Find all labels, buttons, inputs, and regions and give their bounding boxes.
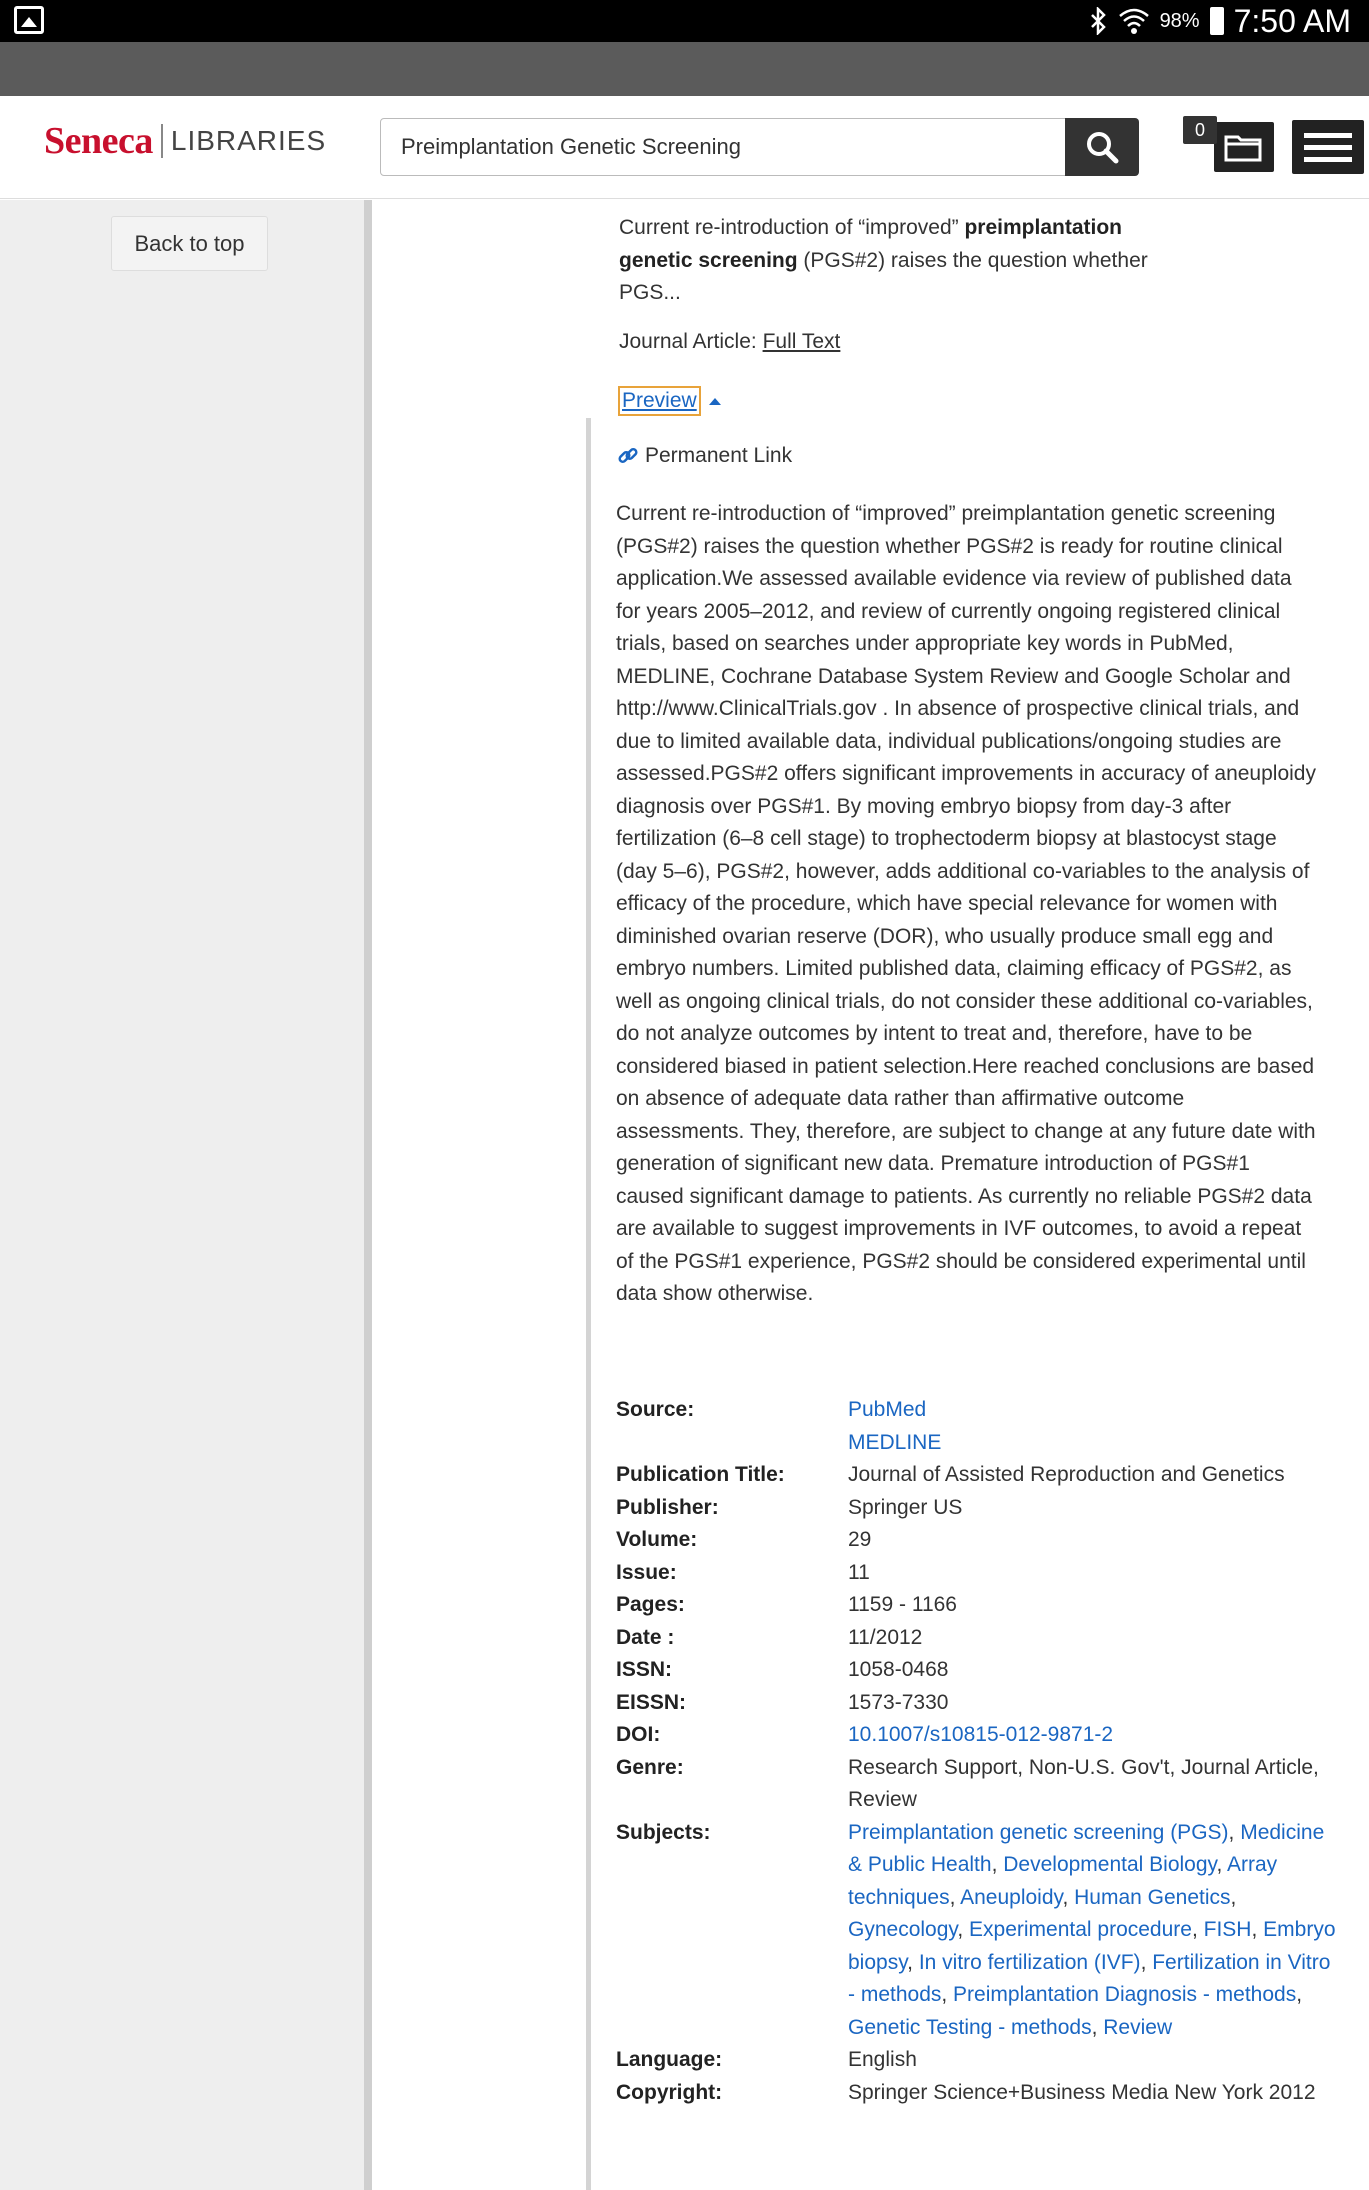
record-content (380, 200, 1369, 2190)
subject-link[interactable]: Preimplantation genetic screening (PGS) (848, 1820, 1229, 1844)
meta-row-genre (616, 1752, 1336, 1817)
snippet-highlight: preimplantation genetic screening (619, 216, 1122, 272)
meta-value: 1058-0468 (848, 1658, 949, 1681)
meta-row-publisher (616, 1492, 1336, 1525)
permanent-link-label: Permanent Link (645, 444, 793, 467)
subject-link[interactable]: Experimental procedure (969, 1918, 1192, 1941)
site-header (0, 96, 1369, 199)
subject-link[interactable]: Fertilization in Vitro - methods (848, 1950, 1331, 2006)
search-icon (1085, 130, 1119, 164)
meta-label: EISSN: (616, 1690, 687, 1714)
meta-row-pages (616, 1589, 1336, 1622)
caret-up-icon (709, 398, 721, 405)
permanent-link[interactable] (617, 444, 792, 468)
record-metadata (616, 1394, 1336, 2109)
search-input[interactable]: Preimplantation Genetic Screening (380, 118, 1070, 176)
source-link-medline[interactable]: MEDLINE (848, 1430, 942, 1454)
folder-button[interactable] (1214, 122, 1274, 172)
meta-row-volume (616, 1524, 1336, 1557)
preview-button[interactable]: Preview (618, 386, 701, 416)
menu-icon-bar (1304, 133, 1352, 138)
preview-divider (586, 418, 591, 2190)
meta-label: Publication Title: (616, 1463, 785, 1486)
meta-row-publication-title (616, 1459, 1336, 1492)
meta-value: 1573-7330 (848, 1690, 949, 1714)
subject-link[interactable]: Embryo biopsy (848, 1918, 1336, 1974)
meta-label: Pages: (616, 1593, 685, 1616)
screenshot-icon (14, 6, 44, 34)
record-snippet (619, 212, 1179, 310)
meta-label: Subjects: (616, 1820, 711, 1844)
wifi-icon (1118, 6, 1150, 36)
preview-toggle[interactable] (618, 386, 721, 416)
meta-value: 11/2012 (848, 1625, 923, 1649)
meta-row-source (616, 1394, 1336, 1459)
subjects-list: Preimplantation genetic screening (PGS), Medicine & Public Health, Developmental Biology, Array techniques, Aneuploidy, Human Genetics, Gynecology, Experimental procedure, FISH, Embryo biopsy, In vitro fertilization (IVF), Fertilization in Vitro - methods, Preimplantation Diagnosis - methods, Genetic Testing - methods, Review (848, 1820, 1336, 2039)
meta-label: Volume: (616, 1528, 698, 1551)
meta-label: Date : (616, 1625, 675, 1649)
subject-link[interactable]: Aneuploidy (960, 1885, 1063, 1909)
meta-label: Language: (616, 2048, 723, 2071)
meta-label: ISSN: (616, 1658, 673, 1681)
subject-link[interactable]: Human Genetics (1074, 1885, 1231, 1909)
full-text-link[interactable]: Full Text (762, 330, 841, 353)
menu-icon-bar (1304, 157, 1352, 162)
seneca-libraries-logo[interactable] (44, 116, 326, 166)
meta-value: 1159 - 1166 (848, 1593, 957, 1616)
subject-link[interactable]: Preimplantation Diagnosis - methods (953, 1983, 1297, 2006)
logo-subtitle: LIBRARIES (170, 125, 327, 156)
left-sidebar (0, 200, 372, 2190)
meta-row-subjects (616, 1817, 1336, 2045)
sidebar-divider (364, 200, 372, 2190)
meta-label: DOI: (616, 1723, 661, 1746)
meta-label: Copyright: (616, 2080, 723, 2104)
meta-row-issue (616, 1557, 1336, 1590)
meta-row-eissn (616, 1687, 1336, 1720)
browser-bar (0, 42, 1369, 96)
source-link-pubmed[interactable]: PubMed (848, 1398, 927, 1421)
subject-link[interactable]: Genetic Testing - methods (848, 2015, 1092, 2039)
logo-brand: Seneca (44, 120, 153, 162)
battery-icon (1210, 7, 1224, 35)
search-button[interactable] (1065, 118, 1139, 176)
meta-value: Journal of Assisted Reproduction and Genetics (848, 1463, 1285, 1486)
snippet-prefix: Current re-introduction of “improved” (619, 216, 965, 239)
menu-button[interactable] (1292, 120, 1364, 174)
record-type-label: Journal Article: (619, 330, 763, 353)
meta-row-issn (616, 1654, 1336, 1687)
logo-divider (161, 124, 163, 158)
meta-label: Source: (616, 1398, 695, 1421)
subject-link[interactable]: Developmental Biology (1003, 1853, 1217, 1876)
doi-link[interactable]: 10.1007/s10815-012-9871-2 (848, 1723, 1114, 1746)
record-type (619, 330, 840, 354)
status-bar (0, 0, 1369, 42)
subject-link[interactable]: Review (1103, 2015, 1173, 2039)
meta-row-copyright (616, 2077, 1336, 2110)
snippet-suffix: (PGS#2) raises the question whether PGS... (619, 248, 1148, 304)
bluetooth-icon (1090, 7, 1108, 35)
subject-link[interactable]: FISH (1203, 1918, 1252, 1941)
meta-row-language (616, 2044, 1336, 2077)
subject-link[interactable]: Medicine & Public Health (848, 1820, 1325, 1876)
meta-value: Springer US (848, 1495, 963, 1519)
meta-row-doi (616, 1719, 1336, 1752)
battery-percent: 98% (1159, 9, 1200, 32)
subject-link[interactable]: Gynecology (848, 1918, 958, 1941)
meta-value: Springer Science+Business Media New York 2012 (848, 2080, 1316, 2104)
meta-label: Publisher: (616, 1495, 719, 1519)
meta-label: Issue: (616, 1560, 677, 1584)
meta-value: 11 (848, 1560, 870, 1584)
abstract-text: Current re-introduction of “improved” preimplantation genetic screening (PGS#2) raises the question whether PGS#2 is ready for routine clinical application.We assessed available evidence via review of published data for years 2005–2012, and review of currently ongoing registered clinical trials, based on searches under appropriate key words in PubMed, MEDLINE, Cochrane Database System Review and Google Scholar and http://www.ClinicalTrials.gov . In absence of prospective clinical trials, and due to limited available data, individual publications/ongoing studies are assessed.PGS#2 offers significant improvements in accuracy of aneuploidy diagnosis over PGS#1. By moving embryo biopsy from day-3 after fertilization (6–8 cell stage) to trophectoderm biopsy at blastocyst stage (day 5–6), PGS#2, however, adds additional co-variables to the analysis of efficacy of the procedure, which have special relevance for women with diminished ovarian reserve (DOR), who usually produce small egg and embryo numbers. Limited published data, claiming efficacy of PGS#2, as well as ongoing clinical trials, do not consider these additional co-variables, do not analyze outcomes by intent to treat and, therefore, have to be considered biased in patient selection.Here reached conclusions are based on absence of adequate data rather than affirmative outcome assessments. They, therefore, are subject to change at any future date with generation of significant new data. Premature introduction of PGS#1 caused significant damage to patients. As currently no reliable PGS#2 data are available to suggest improvements in IVF outcomes, to avoid a repeat of the PGS#1 experience, PGS#2 should be considered experimental until data show otherwise. (616, 502, 1316, 1305)
meta-value (848, 1394, 1336, 1459)
meta-value: 29 (848, 1528, 872, 1551)
subject-link[interactable]: Array techniques (848, 1853, 1278, 1909)
status-icons (1090, 0, 1351, 42)
menu-icon-bar (1304, 145, 1352, 150)
clock: 7:50 AM (1233, 2, 1351, 39)
meta-value: Research Support, Non-U.S. Gov't, Journal Article, Review (848, 1755, 1319, 1811)
back-to-top-button[interactable]: Back to top (111, 216, 268, 271)
folder-icon (1224, 131, 1264, 163)
meta-value: English (848, 2048, 917, 2071)
folder-count-badge: 0 (1183, 116, 1217, 144)
link-icon (617, 445, 639, 467)
meta-label: Genre: (616, 1755, 684, 1779)
subject-link[interactable]: In vitro fertilization (IVF) (918, 1950, 1141, 1974)
meta-row-date (616, 1622, 1336, 1655)
